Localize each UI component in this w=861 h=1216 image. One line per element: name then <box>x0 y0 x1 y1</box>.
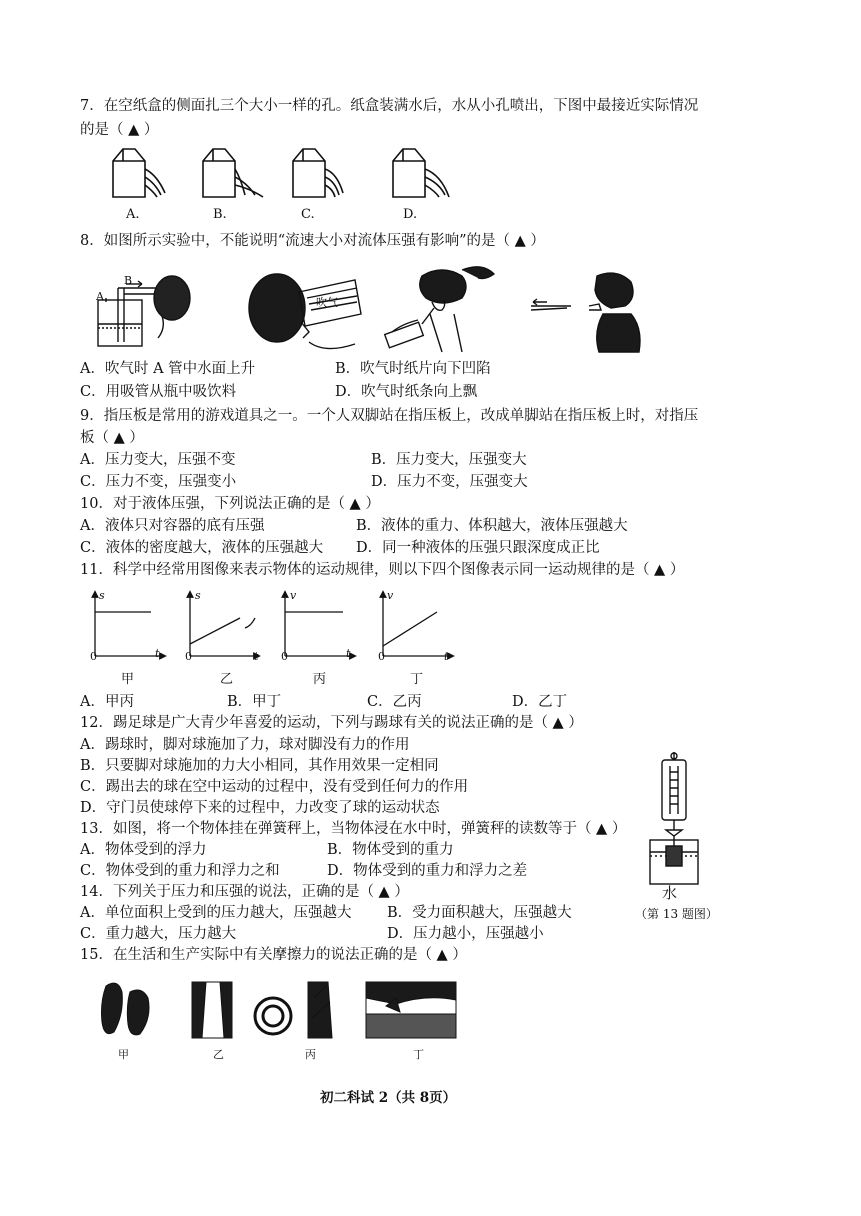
q12-option-a: A．踢球时，脚对球施加了力，球对脚没有力的作用 <box>80 737 410 753</box>
q11-graph4-y: v <box>387 589 394 602</box>
q11-graph4-name: 丁 <box>410 672 424 687</box>
q14-option-b: B．受力面积越大，压强越大 <box>387 905 572 921</box>
q13-fig-water-label: 水 <box>662 884 678 902</box>
q11-graph2-o: 0 <box>185 650 192 663</box>
q8-fig-a-label-a: A <box>96 290 104 303</box>
q10-option-d: D．同一种液体的压强只跟深度成正比 <box>356 540 600 556</box>
q8-option-b: B．吹气时纸片向下凹陷 <box>335 361 491 377</box>
q8-option-c: C．用吸管从瓶中吸饮料 <box>80 384 237 400</box>
q13-option-d: D．物体受到的重力和浮力之差 <box>327 863 528 879</box>
q9-option-a: A．压力变大，压强不变 <box>80 452 236 468</box>
q11-motion-graphs <box>85 588 465 664</box>
q8-fig-a-straws-in-beaker <box>92 258 202 350</box>
q8-fig-b-label: 吹气 <box>316 296 338 309</box>
q7-label-b: B. <box>213 207 227 222</box>
q14-option-c: C．重力越大，压力越大 <box>80 926 237 942</box>
q14-option-a: A．单位面积上受到的压力越大，压强越大 <box>80 905 352 921</box>
q8-fig-c-drinking-straw <box>382 262 502 354</box>
q9-option-d: D．压力不变，压强变大 <box>371 474 528 490</box>
q7-label-d: D. <box>403 207 418 222</box>
q7-text-line2: 的是（ ▲ ） <box>80 122 159 138</box>
q8-option-a: A．吹气时 A 管中水面上升 <box>80 361 256 377</box>
q7-milk-carton-figures <box>105 145 465 201</box>
q13-option-a: A．物体受到的浮力 <box>80 842 207 858</box>
q9-option-c: C．压力不变，压强变小 <box>80 474 237 490</box>
q14-option-d: D．压力越小，压强越小 <box>387 926 544 942</box>
q12-text: 12．踢足球是广大青少年喜爱的运动，下列与踢球有关的说法正确的是（ ▲ ） <box>80 715 583 731</box>
q10-option-a: A．液体只对容器的底有压强 <box>80 518 265 534</box>
q11-graph4-x: t <box>444 650 449 663</box>
q11-option-a: A．甲丙 <box>80 694 134 710</box>
q13-fig-caption: （第 13 题图） <box>635 907 718 921</box>
q9-option-b: B．压力变大，压强变大 <box>371 452 527 468</box>
q15-label-ding: 丁 <box>413 1048 424 1061</box>
q9-text-line2: 板（ ▲ ） <box>80 430 144 446</box>
q11-graph3-y: v <box>290 589 297 602</box>
q11-graph3-x: t <box>346 647 351 660</box>
q11-graph2-y: s <box>195 589 201 602</box>
q15-text: 15．在生活和生产实际中有关摩擦力的说法正确的是（ ▲ ） <box>80 947 467 963</box>
q13-text: 13．如图，将一个物体挂在弹簧秤上，当物体浸在水中时，弹簧秤的读数等于（ ▲ ） <box>80 821 627 837</box>
q12-option-b: B．只要脚对球施加的力大小相同，其作用效果一定相同 <box>80 758 439 774</box>
q8-fig-a-label-b: B <box>124 274 133 287</box>
q10-option-b: B．液体的重力、体积越大，液体压强越大 <box>356 518 628 534</box>
q11-option-b: B．甲丁 <box>227 694 282 710</box>
page-footer: 初二科试 2（共 8页） <box>320 1090 457 1106</box>
q15-label-jia: 甲 <box>118 1048 129 1061</box>
q13-option-c: C．物体受到的重力和浮力之和 <box>80 863 280 879</box>
q13-option-b: B．物体受到的重力 <box>327 842 454 858</box>
q12-option-d: D．守门员使球停下来的过程中，力改变了球的运动状态 <box>80 800 440 816</box>
q11-graph2-x: t <box>254 650 259 663</box>
q8-fig-b-blowing-paper <box>245 262 365 354</box>
q11-graph4-o: 0 <box>378 650 385 663</box>
q8-text: 8．如图所示实验中，不能说明“流速大小对流体压强有影响”的是（ ▲ ） <box>80 233 545 249</box>
q15-friction-photos <box>96 978 466 1042</box>
q7-label-c: C. <box>301 207 315 222</box>
q11-graph3-o: 0 <box>281 650 288 663</box>
q8-option-d: D．吹气时纸条向上飘 <box>335 384 478 400</box>
q10-text: 10．对于液体压强，下列说法正确的是（ ▲ ） <box>80 496 380 512</box>
q14-text: 14．下列关于压力和压强的说法，正确的是（ ▲ ） <box>80 884 409 900</box>
q11-option-d: D．乙丁 <box>512 694 568 710</box>
q11-graph1-name: 甲 <box>121 672 135 687</box>
q9-text-line1: 9．指压板是常用的游戏道具之一。一个人双脚站在指压板上，改成单脚站在指压板上时，对指压 <box>80 408 699 424</box>
q11-graph1-x: t <box>155 647 160 660</box>
q7-text-line1: 7．在空纸盒的侧面扎三个大小一样的孔。纸盒装满水后，水从小孔喷出，下图中最接近实际情况 <box>80 98 699 114</box>
q11-graph1-y: s <box>99 589 105 602</box>
q11-graph3-name: 丙 <box>313 672 327 687</box>
q8-fig-d-paper-strip <box>527 262 647 354</box>
q11-text: 11．科学中经常用图像来表示物体的运动规律，则以下四个图像表示同一运动规律的是（ ▲ ） <box>80 562 685 578</box>
q11-option-c: C．乙丙 <box>367 694 422 710</box>
q15-label-bing: 丙 <box>305 1048 316 1061</box>
q15-label-yi: 乙 <box>213 1048 224 1061</box>
q7-label-a: A. <box>126 207 140 222</box>
q11-graph2-name: 乙 <box>220 672 234 687</box>
q10-option-c: C．液体的密度越大，液体的压强越大 <box>80 540 324 556</box>
q11-graph1-o: 0 <box>90 650 97 663</box>
q13-spring-scale-figure <box>644 752 704 888</box>
q12-option-c: C．踢出去的球在空中运动的过程中，没有受到任何力的作用 <box>80 779 469 795</box>
